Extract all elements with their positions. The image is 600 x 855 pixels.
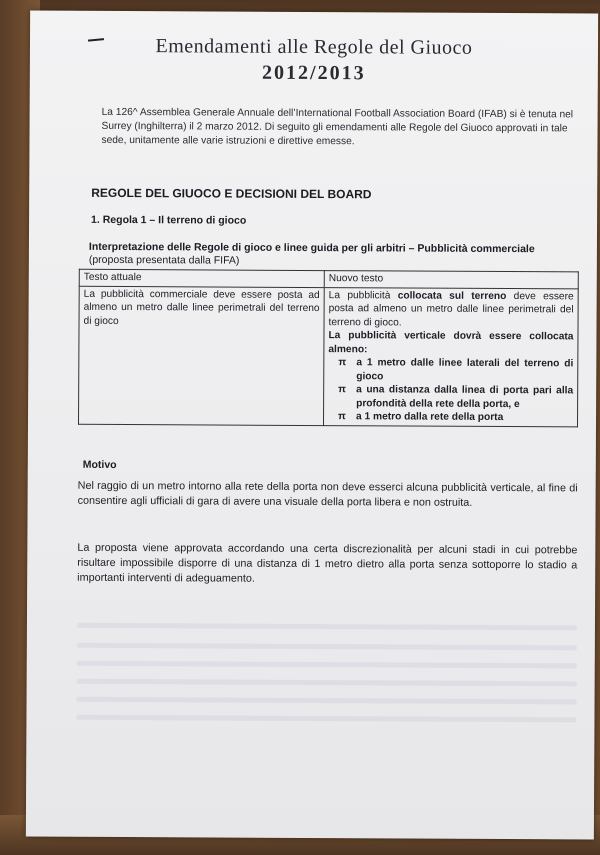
intro-paragraph: La 126^ Assemblea Generale Annuale dell’International Football Association Board (IFAB) si è tenuta nel Surrey (Inghilterra) il 2 marzo 2012. Di seguito gli emendamenti alle Regole del Giuoco approvati in tale sede, unitamente alle varie istruzioni e direttive emesse.	[101, 106, 574, 148]
bleed-through-line	[76, 715, 576, 723]
comparison-table	[78, 269, 579, 427]
bullet-text: a una distanza dalla linea di porta pari alla profondità della rete della porta, e	[356, 384, 574, 410]
new-text-vertical	[328, 329, 573, 357]
new-text-bold2: La pubblicità verticale dovrà essere collocata almeno:	[328, 330, 574, 355]
motivo-heading: Motivo	[82, 458, 117, 471]
table-row	[79, 286, 579, 427]
header-current-text: Testo attuale	[79, 269, 324, 287]
document-title: Emendamenti alle Regole del Giuoco	[155, 35, 473, 59]
header-new-text: Nuovo testo	[324, 271, 578, 289]
new-text-part1: La pubblicità	[328, 289, 398, 301]
bullet-symbol: π	[338, 357, 347, 369]
proposal-note: (proposta presentata dalla FIFA)	[88, 253, 240, 267]
document-year: 2012/2013	[262, 61, 366, 85]
bleed-through-line	[77, 661, 577, 669]
bullet-text: a 1 metro dalle linee laterali del terreno di gioco	[356, 357, 574, 382]
new-text-bold1: collocata sul terreno	[397, 289, 507, 302]
new-text-ground	[329, 289, 574, 331]
bleed-through-line	[77, 697, 577, 705]
bleed-through-line	[77, 643, 577, 651]
interpretation-block	[89, 241, 589, 270]
section-heading: REGOLE DEL GIUOCO E DECISIONI DEL BOARD	[91, 185, 372, 202]
bullet-item	[338, 383, 573, 411]
document-page	[26, 11, 598, 840]
motivo-paragraph-1: Nel raggio di un metro intorno alla rete della porta non deve esserci alcuna pubblicità verticale, al fine di consentire agli ufficiali di gara di avere una visuale della porta libera e non ostruita.	[77, 479, 578, 509]
bleed-through-line	[77, 623, 577, 631]
new-text-cell	[323, 287, 578, 426]
bullet-item	[338, 410, 573, 425]
bullet-item	[338, 356, 573, 384]
bleed-through-line	[77, 679, 577, 687]
interpretation-heading: Interpretazione delle Regole di gioco e linee guida per gli arbitri – Pubblicità commerciale	[88, 240, 535, 256]
bullet-symbol: π	[338, 411, 346, 423]
bullet-text: a 1 metro dalla rete della porta	[356, 411, 504, 424]
bullet-symbol: π	[338, 384, 347, 396]
current-text-cell: La pubblicità commerciale deve essere posta ad almeno un metro dalle linee perimetrali del terreno di gioco	[79, 286, 325, 425]
rule-heading: 1. Regola 1 – Il terreno di gioco	[91, 213, 247, 227]
motivo-paragraph-2: La proposta viene approvata accordando una certa discrezionalità per alcuni stadi in cui potrebbe risultare impossibile disporre di una distanza di 1 metro dietro alla porta senza sottoporre lo stadio a importanti interventi di adeguamento.	[77, 541, 578, 585]
new-text-part2: deve essere posta ad almeno un metro dalle linee perimetrali del terreno di gioco.	[328, 290, 574, 328]
